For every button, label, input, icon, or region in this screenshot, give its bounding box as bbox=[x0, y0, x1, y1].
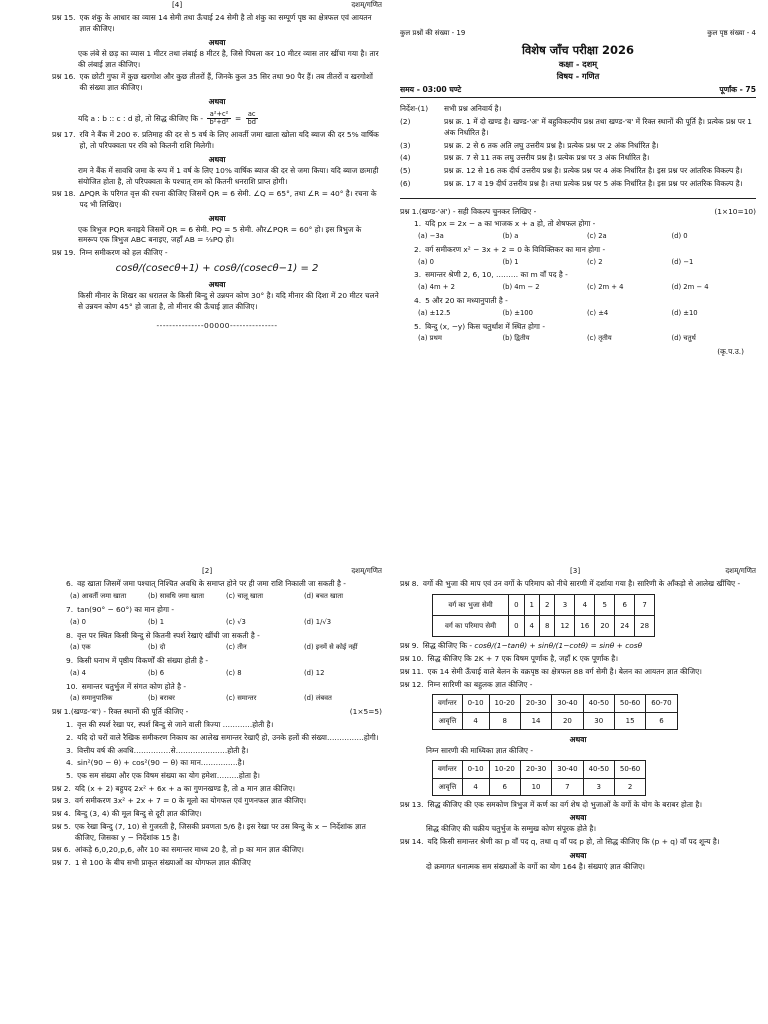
mcq-option: (c) ±4 bbox=[587, 308, 609, 317]
question-14-alt: दो क्रमागत धनात्मक सम संख्याओं के वर्गो का योग 164 है। संख्याएं ज्ञात कीजिए। bbox=[426, 861, 645, 871]
data-table-median bbox=[432, 760, 646, 795]
exam-meta bbox=[400, 84, 756, 98]
question-15-alt: एक लंबे से छड़ का व्यास 1 मीटर तथा लंबाई 8 मीटर है, जिसे पिघला कर 10 मीटर व्यास तार खींचा गया है। तार की लंबाई ज्ञात कीजिए। bbox=[78, 48, 379, 69]
mcq-option: (c) 2a bbox=[587, 232, 607, 241]
instruction-item: (2) प्रश्न क्र. 1 में दो खण्ड है। खण्ड-'अ' में बहुविकल्पीय प्रश्न तथा खण्ड-'ब' में रिक्त स्थानों की पूर्ति है। प्रत्येक प्रश्न पर 1 अंक निर्धारित है। bbox=[400, 117, 753, 137]
table-cell: 15 bbox=[614, 712, 645, 729]
class-label: कक्षा - दशम् bbox=[558, 58, 598, 69]
mcq-option: (b) ±100 bbox=[502, 308, 533, 317]
table-cell: 1 bbox=[524, 595, 539, 616]
mcq-option: (d) 12 bbox=[304, 668, 325, 677]
page-subject: दशम्/गणित bbox=[351, 566, 382, 575]
table-cell: 2 bbox=[614, 778, 645, 795]
fraction: $\frac{\text{a²+c²}}{\text{b²+d²}}$ bbox=[209, 109, 229, 127]
table-row bbox=[433, 778, 646, 795]
table-cell: 0-10 bbox=[462, 761, 489, 778]
mcq-question: 9. किसी घनाभ में पृष्ठीय विकर्णों की संख्या होती है - bbox=[66, 656, 209, 666]
table-row bbox=[433, 712, 678, 729]
table-cell: 30 bbox=[583, 712, 614, 729]
table-cell: 4 bbox=[462, 778, 489, 795]
table-cell: 20 bbox=[552, 712, 583, 729]
question-13-alt: सिद्ध कीजिए की चक्रीय चतुर्भुज के सम्मुख कोण संपूरक होते है। bbox=[426, 824, 597, 834]
mcq-question: 6. वह खाता जिसमें जमा पश्चात् निश्चित अवधि के समाप्त होने पर ही जमा राशि निकाली जा सकती है - bbox=[66, 579, 346, 589]
table-cell: 0-10 bbox=[462, 695, 489, 712]
table-cell: 6 bbox=[646, 712, 677, 729]
question-12-alt: निम्न सारणी की माध्यिका ज्ञात कीजिए - bbox=[426, 745, 533, 755]
instructions bbox=[400, 98, 756, 198]
or-label: अथवा bbox=[569, 850, 587, 860]
fraction: $\frac{ac}{bd}$ bbox=[247, 109, 256, 127]
table-cell: 6 bbox=[489, 778, 520, 795]
or-label: अथवा bbox=[208, 280, 226, 290]
mcq-option: (a) 0 bbox=[418, 257, 434, 266]
table-cell: 2 bbox=[540, 595, 555, 616]
table-cell: 7 bbox=[552, 778, 583, 795]
fill-blank-item: 4. sin²(90 − θ) + cos²(90 − θ) का मान……………है। bbox=[66, 758, 245, 768]
mcq-options bbox=[418, 258, 756, 268]
mcq-options bbox=[70, 592, 382, 602]
mcq-option: (c) √3 bbox=[226, 617, 246, 626]
fill-blank-item: 3. वित्तीय वर्ष की अवधि……………से…………………होती है। bbox=[66, 745, 249, 755]
fill-blank-item: 2. यदि दो चरों वाले रैखिक समीकरण निकाय का आलेख समान्तर रेखाएँ हो, उनके हलों की संख्या……………होगी। bbox=[66, 732, 379, 742]
mcq-option: (b) सावधि जमा खाता bbox=[148, 592, 204, 601]
page-subject: दशम्/गणित bbox=[725, 566, 756, 575]
table-cell: 50-60 bbox=[614, 761, 645, 778]
section-b-header: प्रश्न 1.(खण्ड-'ब') - रिक्त स्थानों की पूर्ति कीजिए - (1×5=5) bbox=[52, 707, 382, 717]
mcq-options bbox=[418, 334, 756, 344]
table-cell: 20-30 bbox=[520, 695, 551, 712]
mcq-option: (a) आवर्ती जमा खाता bbox=[70, 592, 127, 601]
or-label: अथवा bbox=[569, 813, 587, 823]
mcq-question: 5. बिन्दु (x, −y) किस चतुर्थांश में स्थित होगा - bbox=[414, 321, 545, 331]
page-3 bbox=[400, 566, 756, 1024]
mcq-option: (b) 4m − 2 bbox=[502, 283, 540, 292]
page-header bbox=[400, 566, 756, 576]
mcq-option: (a) समानुपातिक bbox=[70, 694, 113, 703]
mcq-option: (c) 2 bbox=[587, 257, 603, 266]
question-8: प्रश्न 8. वर्गो की भुजा की माप एवं उन वर्गो के परिमाप को नीचे सारणी में दर्शाया गया है। सारिणी के आँकड़ो से आलेख खींचिए - bbox=[400, 579, 741, 589]
or-label: अथवा bbox=[208, 37, 226, 47]
mcq-option: (a) ±12.5 bbox=[418, 308, 451, 317]
table-cell: वर्गान्तर bbox=[433, 761, 463, 778]
mcq-option: (b) दो bbox=[148, 643, 166, 652]
table-cell: 28 bbox=[635, 616, 655, 637]
mcq-option: (b) 1 bbox=[148, 617, 165, 626]
mcq-option: (c) 8 bbox=[226, 668, 242, 677]
instruction-item: (3) प्रश्न क्र. 2 से 6 तक अति लघु उत्तरीय प्रश्न है। प्रत्येक प्रश्न पर 2 अंक निर्धारित है। bbox=[400, 140, 659, 150]
fill-list bbox=[52, 720, 382, 782]
instruction-item: निर्देश-(1) सभी प्रश्न अनिवार्य है। bbox=[400, 104, 502, 114]
mcq-option: (c) तृतीय bbox=[587, 334, 612, 343]
mcq-option: (d) बचत खाता bbox=[304, 592, 343, 601]
question-19: प्रश्न 19. निम्न समीकरण को हल कीजिए - bbox=[52, 248, 168, 258]
data-table-squares bbox=[432, 594, 655, 637]
mcq-option: (b) 6 bbox=[148, 668, 165, 677]
table-cell: 24 bbox=[615, 616, 635, 637]
mcq-question: 8. वृत्त पर स्थित किसी बिन्दु से कितनी स्पर्श रेखाएं खींची जा सकती है - bbox=[66, 630, 260, 640]
question-15: प्रश्न 15. एक शंकु के आधार का व्यास 14 सेमी तथा ऊँचाई 24 सेमी है तो शंकु का सम्पूर्ण पृष्ठ का क्षेत्रफल एवं आयतन ज्ञात कीजिए। bbox=[52, 13, 372, 34]
mcq-options bbox=[70, 694, 382, 704]
mcq-option: (d) इनमें से कोई नहीं bbox=[304, 643, 358, 652]
question-17-alt: राम ने बैंक में सावधि जमा के रूप में 1 वर्ष के लिए 10% वार्षिक ब्याज की दर से जमा किया। यदि ब्याज छःमाही संयोजित होता है, तो परिपक्वता के पश्चात् राम को कितनी धनराशि प्राप्त होगी। bbox=[78, 165, 379, 186]
table-cell: 8 bbox=[489, 712, 520, 729]
mcq-option: (d) चतुर्थ bbox=[671, 334, 696, 343]
mcq-option: (d) 1/√3 bbox=[304, 617, 332, 626]
total-questions: कुल प्रश्नों की संख्या - 19 bbox=[400, 29, 466, 37]
question-16: प्रश्न 16. एक छोटी गुफा में कुछ खरगोश और कुछ तीतरों हैं, जिनके कुल 35 सिर तथा 90 पैर हैं। तब तीतरों व खरगोशों की संख्या ज्ञात कीजिए। bbox=[52, 72, 373, 93]
table-cell: 50-60 bbox=[614, 695, 645, 712]
exam-title: विशेष जाँच परीक्षा 2026 bbox=[521, 43, 635, 57]
mcq-option: (b) 1 bbox=[502, 257, 519, 266]
table-cell: आवृत्ति bbox=[433, 778, 463, 795]
or-label: अथवा bbox=[208, 213, 226, 223]
mcq-option: (b) द्वितीय bbox=[502, 334, 530, 343]
question-3: प्रश्न 3. वर्ग समीकरण 3x² + 2x + 7 = 0 के मूलो का योगफल एवं गुणनफल ज्ञात कीजिए। bbox=[52, 796, 307, 806]
mcq-question: 3. समान्तर श्रेणी 2, 6, 10, ……… का m वाँ पद है - bbox=[414, 270, 568, 280]
mcq-option: (d) 0 bbox=[671, 232, 688, 241]
table-row bbox=[433, 595, 655, 616]
mcq-option: (d) लंबवत bbox=[304, 694, 332, 703]
time-label: समय - 03:00 घण्टे bbox=[400, 85, 462, 95]
page-number: [3] bbox=[570, 566, 581, 575]
mcq-option: (c) समान्तर bbox=[226, 694, 257, 703]
mcq-option: (d) −1 bbox=[671, 257, 694, 266]
mcq-options bbox=[70, 669, 382, 679]
total-pages: कुल पृष्ठ संख्या - 4 bbox=[707, 29, 756, 37]
table-cell: 30-40 bbox=[552, 695, 583, 712]
question-16-alt: यदि a : b :: c : d हो, तो सिद्ध कीजिए कि - $\frac{\text{a²+c²}}{\text{b²+d²}}$ = $\frac{ac}{bd}$ bbox=[78, 109, 256, 127]
table-cell: 20 bbox=[595, 616, 615, 637]
table-cell: 40-50 bbox=[583, 761, 614, 778]
question-10: प्रश्न 10. सिद्ध कीजिए कि 2K + 7 एक विषम पूर्णांक है, जहाँ K एक पूर्णांक है। bbox=[400, 654, 619, 664]
question-5: प्रश्न 5. एक रेखा बिन्दु (7, 10) से गुजरती है, जिसकी प्रवणता 5/6 है। इस रेखा पर उस बिन्दु के x − निर्देशांक ज्ञात कीजिए, जिसका y − निर्देशांक 15 है। bbox=[52, 821, 366, 842]
question-12: प्रश्न 12. निम्न सारिणी का बहुलक ज्ञात कीजिए - bbox=[400, 679, 533, 689]
page-number: [2] bbox=[202, 566, 213, 575]
pto-label: (कृ.प.उ.) bbox=[717, 347, 744, 357]
mcq-option: (a) एक bbox=[70, 643, 91, 652]
page-number: [4] bbox=[172, 0, 183, 9]
table-cell: आवृत्ति bbox=[433, 712, 463, 729]
table-cell: 0 bbox=[509, 595, 524, 616]
table-cell: 0 bbox=[509, 616, 524, 637]
data-table-mode bbox=[432, 694, 678, 729]
fill-blank-item: 5. एक सम संख्या और एक विषम संख्या का योग हमेशा………होता है। bbox=[66, 771, 260, 780]
mcq-options bbox=[70, 643, 382, 653]
table-cell: वर्ग का परिमाप सेमी bbox=[433, 616, 509, 637]
mcq-question: 2. वर्ग समीकरण x² − 3x + 2 = 0 के विविक्तिकर का मान होगा - bbox=[414, 244, 606, 254]
mcq-option: (c) तीन bbox=[226, 643, 247, 652]
table-cell: वर्गान्तर bbox=[433, 695, 463, 712]
table-cell: 12 bbox=[555, 616, 575, 637]
question-17: प्रश्न 17. रवि ने बैंक में 200 रु. प्रतिमाह की दर से 5 वर्ष के लिए आवर्ती जमा खाता खोला यदि ब्याज की दर 5% वार्षिक हो, तो परिपक्वता पर रवि को कितनी राशि मिलेगी। bbox=[52, 130, 379, 151]
table-row bbox=[433, 761, 646, 778]
or-label: अथवा bbox=[208, 154, 226, 164]
page-header bbox=[52, 566, 382, 576]
question-4: प्रश्न 4. बिन्दु (3, 4) की मूल बिन्दु से दूरी ज्ञात कीजिए। bbox=[52, 809, 202, 819]
mcq-option: (a) −3a bbox=[418, 232, 444, 241]
instruction-item: (4) प्रश्न क्र. 7 से 11 तक लघु उत्तरीय प्रश्न है। प्रत्येक प्रश्न पर 3 अंक निर्धारित है। bbox=[400, 153, 650, 163]
mcq-options bbox=[418, 283, 756, 293]
question-6: प्रश्न 6. आंकड़े 6,0,20,p,6, और 10 का समान्तर माध्य 20 है, तो p का मान ज्ञात कीजिए। bbox=[52, 845, 304, 855]
mcq-options bbox=[70, 618, 382, 628]
or-label: अथवा bbox=[208, 96, 226, 106]
table-cell: 30-40 bbox=[552, 761, 583, 778]
instruction-item: (5) प्रश्न क्र. 12 से 16 तक दीर्घ उत्तरीय प्रश्न है। प्रत्येक प्रश्न पर 4 अंक निर्धारित है। इस प्रश्न पर आंतरिक विकल्प है। bbox=[400, 166, 743, 176]
mcq-option: (a) 4 bbox=[70, 668, 86, 677]
mcq-list bbox=[400, 219, 756, 344]
question-2: प्रश्न 2. यदि (x + 2) बहुपद 2x² + 6x + a का गुणनखण्ड है, तो a मान ज्ञात कीजिए। bbox=[52, 783, 296, 793]
subject-label: विषय - गणित bbox=[556, 70, 600, 81]
table-row bbox=[433, 695, 678, 712]
mcq-question: 10. समान्तर चतुर्भुज में संगत कोण होते है - bbox=[66, 681, 187, 691]
question-14: प्रश्न 14. यदि किसी समान्तर श्रेणी का p वाँ पद q, तथा q वाँ पद p हो, तो सिद्ध कीजिए कि (p + q) वाँ पद शून्य है। bbox=[400, 837, 720, 847]
table-cell: 4 bbox=[575, 595, 595, 616]
question-18: प्रश्न 18. ΔPQR के परिगत वृत्त की रचना कीजिए जिसमें QR = 6 सेमी. ∠Q = 65°, तथा ∠R = 40° है। रचना के पद भी लिखिए। bbox=[52, 189, 377, 210]
equation: cosθ/(cosecθ+1) + cosθ/(cosecθ−1) = 2 bbox=[115, 262, 319, 274]
table-cell: 16 bbox=[575, 616, 595, 637]
page-header bbox=[52, 0, 382, 10]
mcq-list bbox=[52, 579, 382, 704]
table-cell: 4 bbox=[524, 616, 539, 637]
table-cell: 10-20 bbox=[489, 761, 520, 778]
table-cell: 3 bbox=[555, 595, 575, 616]
question-11: प्रश्न 11. एक 14 सेमी ऊँचाई वाले बेलन के वक्रपृष्ठ का क्षेत्रफल 88 वर्ग सेमी है। बेलन का आयतन ज्ञात कीजिए। bbox=[400, 666, 702, 676]
table-cell: 20-30 bbox=[520, 761, 551, 778]
mcq-options bbox=[418, 309, 756, 319]
table-cell: 8 bbox=[540, 616, 555, 637]
max-marks: पूर्णांक - 75 bbox=[719, 85, 756, 95]
mcq-question: 4. 5 और 20 का मध्यानुपाती है - bbox=[414, 296, 508, 306]
table-cell: वर्ग का भुजा सेमी bbox=[433, 595, 509, 616]
question-19-alt: किसी मीनार के शिखर का धरातल के किसी बिन्दु से उन्नयन कोण 30° है। यदि मीनार की दिशा में 20 मीटर चलने से उन्नयन कोण 45° हो जाता है, तो मीनार की ऊँचाई ज्ञात कीजिए। bbox=[78, 291, 379, 312]
table-cell: 40-50 bbox=[583, 695, 614, 712]
table-cell: 10 bbox=[520, 778, 551, 795]
mcq-option: (b) a bbox=[502, 232, 519, 241]
question-13: प्रश्न 13. सिद्ध कीजिए की एक समकोण त्रिभुज में कर्ण का वर्ग शेष दो भुजाओं के वर्गो के योग के बराबर होता है। bbox=[400, 799, 703, 809]
mcq-question: 7. tan(90° − 60°) का मान होगा - bbox=[66, 605, 175, 615]
mcq-option: (c) 2m + 4 bbox=[587, 283, 624, 292]
table-cell: 7 bbox=[635, 595, 655, 616]
mcq-options bbox=[418, 232, 756, 242]
table-cell: 6 bbox=[615, 595, 635, 616]
instruction-item: (6) प्रश्न क्र. 17 व 19 दीर्घ उत्तरीय प्रश्न है। तथा प्रत्येक प्रश्न पर 5 अंक निर्धारित है। इस प्रश्न पर आंतरिक विकल्प है। bbox=[400, 178, 743, 188]
table-cell: 3 bbox=[583, 778, 614, 795]
question-9: प्रश्न 9. सिद्ध कीजिए कि - cosθ/(1−tanθ) + sinθ/(1−cotθ) = sinθ + cosθ bbox=[400, 641, 643, 651]
mcq-option: (a) प्रथम bbox=[418, 334, 442, 343]
end-line: ---------------00000--------------- bbox=[156, 320, 278, 330]
table-cell: 14 bbox=[520, 712, 551, 729]
mcq-option: (b) बराबर bbox=[148, 694, 175, 703]
table-row bbox=[433, 616, 655, 637]
mcq-option: (d) 2m − 4 bbox=[671, 283, 709, 292]
mcq-option: (a) 0 bbox=[70, 617, 86, 626]
question-18-alt: एक त्रिभुज PQR बनाइये जिसमें QR = 6 सेमी. PQ = 5 सेमी. और∠PQR = 60° हो। इस त्रिभुज के समरूप एक त्रिभुज ABC बनाइए, जहाँ AB = ⅔PQ हो। bbox=[78, 224, 362, 245]
or-label: अथवा bbox=[569, 734, 587, 744]
mcq-option: (c) चालू खाता bbox=[226, 592, 264, 601]
section-a-header: प्रश्न 1.(खण्ड-'अ') - सही विकल्प चुनकर लिखिए - (1×10=10) bbox=[400, 206, 756, 216]
table-cell: 60-70 bbox=[646, 695, 677, 712]
mcq-question: 1. यदि px = 2x − a का भाजक x + a हो, तो शेषफल होगा - bbox=[414, 219, 596, 229]
mcq-option: (a) 4m + 2 bbox=[418, 283, 455, 292]
page-1 bbox=[400, 40, 756, 528]
page-2 bbox=[52, 566, 382, 1024]
page-4 bbox=[52, 0, 382, 512]
table-cell: 4 bbox=[462, 712, 489, 729]
table-cell: 5 bbox=[595, 595, 615, 616]
page-subject: दशम्/गणित bbox=[351, 0, 382, 9]
mcq-option: (d) ±10 bbox=[671, 308, 698, 317]
fill-blank-item: 1. वृत्त की स्पर्श रेखा पर, स्पर्श बिन्दु से जाने वाली त्रिज्या …………होती है। bbox=[66, 720, 274, 730]
question-7: प्रश्न 7. 1 से 100 के बीच सभी प्राकृत संख्याओं का योगफल ज्ञात कीजिए bbox=[52, 858, 251, 868]
table-cell: 10-20 bbox=[489, 695, 520, 712]
page-top-counts bbox=[400, 28, 756, 38]
